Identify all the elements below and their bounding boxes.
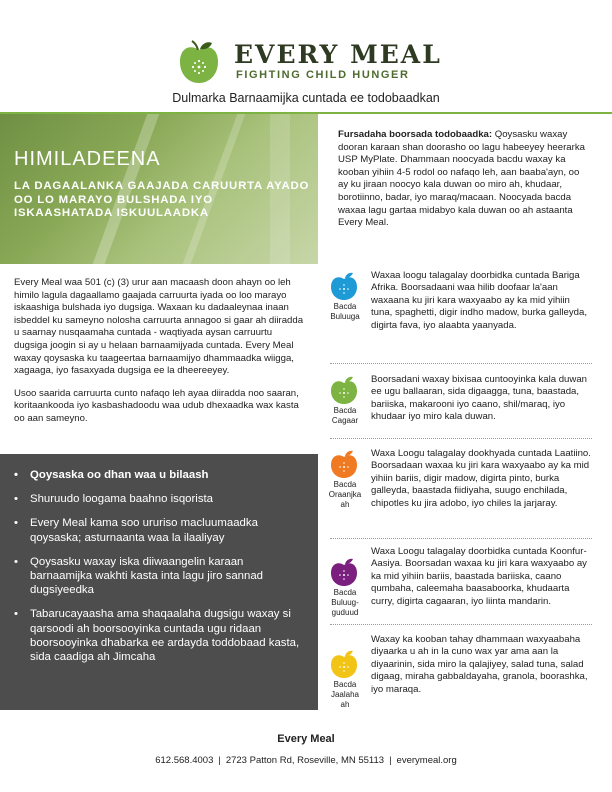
bag-description: Boorsadani waxay bixisaa cuntooyinka kala duwan ee ugu ballaaran, sida digaagga, tuna, baastada, bariiska, makarooni iyo caano, shil/maraq, iyo khudaar iyo miro kala duwan. <box>371 374 587 423</box>
bag-option-yellow <box>326 634 596 724</box>
divider <box>330 624 592 625</box>
intro-paragraph: Every Meal waa 501 (c) (3) urur aan macaash doon ahayn oo leh himilo lagula dagaallamo gaajada carruurta iyada oo loo marayo iskaashiga bulshada iyo dugsiga. Waxaan ku dadaaleynaa inaan isbeddel ku sameyno nolosha carruurta annagoo si gaar ah diiradda u saarnay nusqaamaha cuntada - waqtiyada aysan carruurtu dugsiga joogin si ay u helaan barnaamijyada cuntada. Every Meal waxay qoysaska ku taageertaa barnaamijyo dhammaadka wiigga, xagaaga, iyo fasaxyada dugsiga ee la dheereeyey. <box>14 277 304 377</box>
orange-apple-icon <box>330 450 358 478</box>
hero-mission: LA DAGAALANKA GAAJADA CARUURTA AYADO OO LO MARAYO BULSHADA IYO ISKAASHATADA ISKUULAADKA <box>14 180 310 219</box>
bag-label: Bacda Oraanjka ah <box>328 480 362 509</box>
bullet-icon: • <box>14 555 18 568</box>
blue-apple-icon <box>330 272 358 300</box>
bullet-icon: • <box>14 469 18 481</box>
bag-option-purple <box>326 546 596 636</box>
bag-options-intro <box>338 129 592 230</box>
fact-item: • Every Meal kama soo ururiso macluumaadka qoysaska; asturnaanta waa la ilaaliyay <box>14 517 258 544</box>
fact-item: • Qoysasku waxay iska diiwaangelin karaan barnaamijka wakhti kasta inta lagu jiro sannad dugsiyeedka <box>14 555 264 597</box>
footer-contact <box>0 755 612 766</box>
facts-panel <box>0 454 318 710</box>
divider <box>330 438 592 439</box>
bag-label: Bacda Cagaar <box>331 406 359 425</box>
bag-options-text: Qoysasku waxay dooran karaan shan doorasho oo lagu habeeyey heerarka USP MyPlate. Dhammaan noocyada bacdu waxay ka kooban yihiin 4-5 rodol oo nafaqo leh, aan baaba'ayn, oo ay ku jiraan noocyo kala duwan oo miro ah, khudaar, borotiinno, badar, iyo maraq/macaan. Noocyada bacda waxaa lagu gartaa midabyo kala duwan oo ah astaanta Every Meal. <box>338 129 585 229</box>
bullet-icon: • <box>14 493 18 506</box>
bag-option-blue <box>326 270 596 360</box>
footer-address: 2723 Patton Rd, Roseville, MN 55113 <box>225 755 385 766</box>
purple-apple-icon <box>330 558 358 586</box>
yellow-apple-icon <box>330 650 358 678</box>
hero-banner <box>0 114 318 264</box>
divider <box>330 363 592 364</box>
bag-label: Bacda Buluug-guduud <box>331 588 359 617</box>
brand-name: EVERY MEAL <box>234 40 442 69</box>
bag-label: Bacda Buluuga <box>330 302 360 321</box>
footer-website[interactable]: everymeal.org <box>396 755 457 766</box>
footer-phone: 612.568.4003 <box>155 755 214 766</box>
bullet-icon: • <box>14 517 18 530</box>
green-apple-icon <box>330 376 358 404</box>
fact-item: • Shuruudo loogama baahno isqorista <box>14 493 214 506</box>
divider <box>330 538 592 539</box>
apple-logo-icon <box>178 40 220 84</box>
intro-text <box>14 277 308 436</box>
bag-label: Bacda Jaalaha ah <box>330 680 360 709</box>
fact-item: • Tabarucayaasha ama shaqaalaha dugsigu waxay si qarsoodi ah boorsooyinka cuntada ugu ridaan boorsooyinka dhabarka ee ardayda toddobaad kasta, sida caadiga ah Jimcaha <box>14 608 300 664</box>
logo <box>178 36 442 86</box>
bag-option-green <box>326 374 596 444</box>
bag-description: Waxay ka kooban tahay dhammaan waxyaabaha diyaarka u ah in la cuno wax yar ama aan la diyaarinin, sida miro la qalajiyey, salad tuna, salad digaag, miraha gabbaldayaha, granola, boorashka, iyo maraqa. <box>371 634 588 695</box>
bag-description: Waxa Loogu talagalay dookhyada cuntada Laatiino. Boorsadaan waxaa ku jiri kara waxyaabo ay ka mid yihiin bariis, digir madow, digirta pinto, burka galleyda, baastada fiidiyaha, suugo enchilada, chipotles ku jira adobo, iyo chiles la jarjaray. <box>371 448 591 509</box>
fact-item: • Qoysaska oo dhan waa u bilaash <box>14 469 209 481</box>
page-subtitle: Dulmarka Barnaamijka cuntada ee todobaadkan <box>172 91 440 105</box>
bag-description: Waxa Loogu talagalay doorbidka cuntada Koonfur-Aasiya. Boorsadan waxaa ku jiri kara waxyaabo ay ka mid yihiin bariis, baastada bariiska, caano qumbaha, caleemaha baasaboorka, khudaarta curry, digirta cagaaran, iyo liinta mandarin. <box>371 546 587 607</box>
hero-title: HIMILADEENA <box>14 148 161 170</box>
facts-list <box>0 468 318 664</box>
footer-separator: | <box>218 755 221 766</box>
intro-paragraph: Usoo saarida carruurta cunto nafaqo leh ayaa diiradda noo saaran, koritaankooda iyo kasbashadoodu waa udub dhexaadka wax kasta oo aan sameyno. <box>14 387 299 424</box>
bag-options-heading: Fursadaha boorsada todobaadka: <box>338 129 493 140</box>
bag-description: Waxaa loogu talagalay doorbidka cuntada Bariga Afrika. Boorsadaani waa hilib doofaar la'aan waxaana ku jiri kara waxyaabo ay ka mid yihiin tuna, spaghetti, digir indho madow, burka galleyda, digirta fava, iyo alaabta yaanyada. <box>371 270 587 331</box>
brand-tagline: FIGHTING CHILD HUNGER <box>236 69 410 81</box>
bag-option-orange <box>326 448 596 548</box>
footer-separator: | <box>389 755 392 766</box>
footer-org-name: Every Meal <box>277 733 335 745</box>
bullet-icon: • <box>14 608 18 621</box>
